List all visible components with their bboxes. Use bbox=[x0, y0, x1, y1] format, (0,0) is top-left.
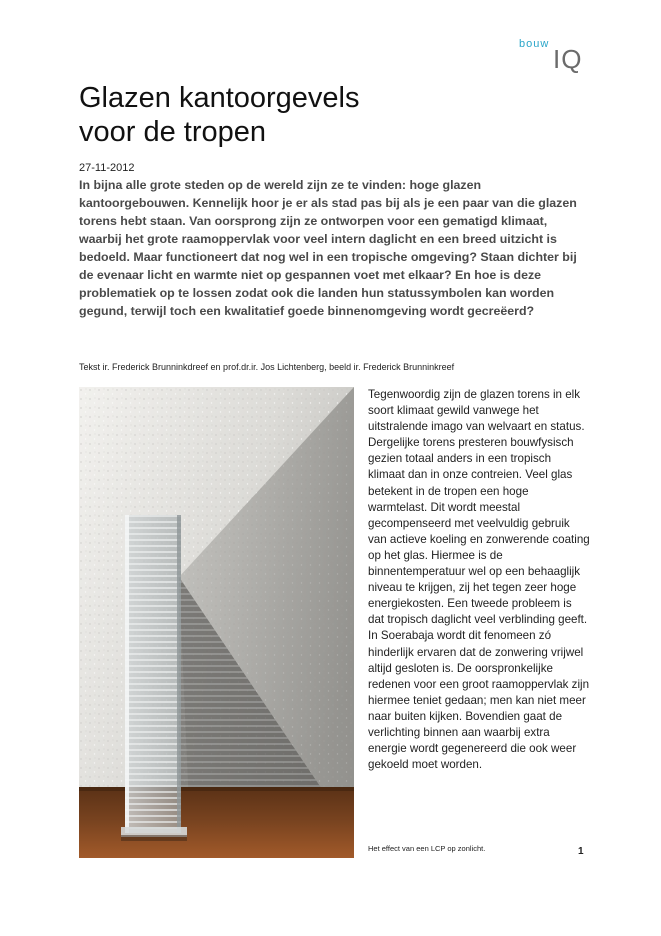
article-credits: Tekst ir. Frederick Brunninkdreef en prof.dr.ir. Jos Lichtenberg, beeld ir. Frederick Brunninkreef bbox=[79, 362, 455, 372]
page-number: 1 bbox=[578, 846, 584, 857]
title-line-2: voor de tropen bbox=[79, 116, 267, 148]
photo-caption: Het effect van een LCP op zonlicht. bbox=[368, 844, 486, 853]
article-date: 27-11-2012 bbox=[79, 162, 135, 174]
title-line-1: Glazen kantoorgevels bbox=[79, 82, 360, 114]
article-title bbox=[79, 81, 499, 149]
lcp-panel-photo bbox=[79, 387, 354, 858]
logo-bouw-text: bouw bbox=[519, 38, 550, 50]
article-intro: In bijna alle grote steden op de wereld zijn ze te vinden: hoge glazen kantoorgebouwen. Kennelijk hoor je er als stad pas bij als je een paar van die glazen torens hebt staan. Van oorsprong zijn ze ontworpen voor een gematigd klimaat, waarbij het grote raamoppervlak voor veel intern daglicht en een breed uitzicht is bedoeld. Maar functioneert dat nog wel in een tropische omgeving? Staan dichter bij de evenaar licht en warmte niet op gespannen voet met elkaar? En hoe is deze problematiek op te lossen zodat ook die landen hun statussymbolen kan worden gegund, terwijl toch een kwalitatief goede binnenomgeving wordt gecreëerd? bbox=[79, 178, 577, 318]
logo-iq-text: IQ bbox=[553, 44, 583, 74]
article-body: Tegenwoordig zijn de glazen torens in elk soort klimaat gewild vanwege het uitstralende imago van welvaart en status. Dergelijke torens presteren bouwfysisch gezien totaal anders in een tropisch klimaat dan in onze contreien. Veel glas betekent in de tropen een hoge warmtelast. Dit wordt meestal gecompenseerd met veelvuldig gebruik van actieve koeling en zonwerende coating op het glas. Hiermee is de binnentemperatuur wel op een behaaglijk niveau te krijgen, zij het tegen zeer hoge energiekosten. Een tweede probleem is dat tropisch daglicht veel verblinding geeft. In Soerabaja wordt dit fenomeen zó hinderlijk ervaren dat de zonwering vrijwel altijd gesloten is. De oorspronkelijke redenen voor een groot raamoppervlak zijn hiermee teniet gedaan; men kan niet meer naar buiten kijken. Bovendien gaat de verlichting binnen aan waarbij extra energie wordt gegenereerd die ook weer gekoeld moet worden. bbox=[368, 388, 590, 772]
bouwiq-logo bbox=[519, 38, 589, 74]
